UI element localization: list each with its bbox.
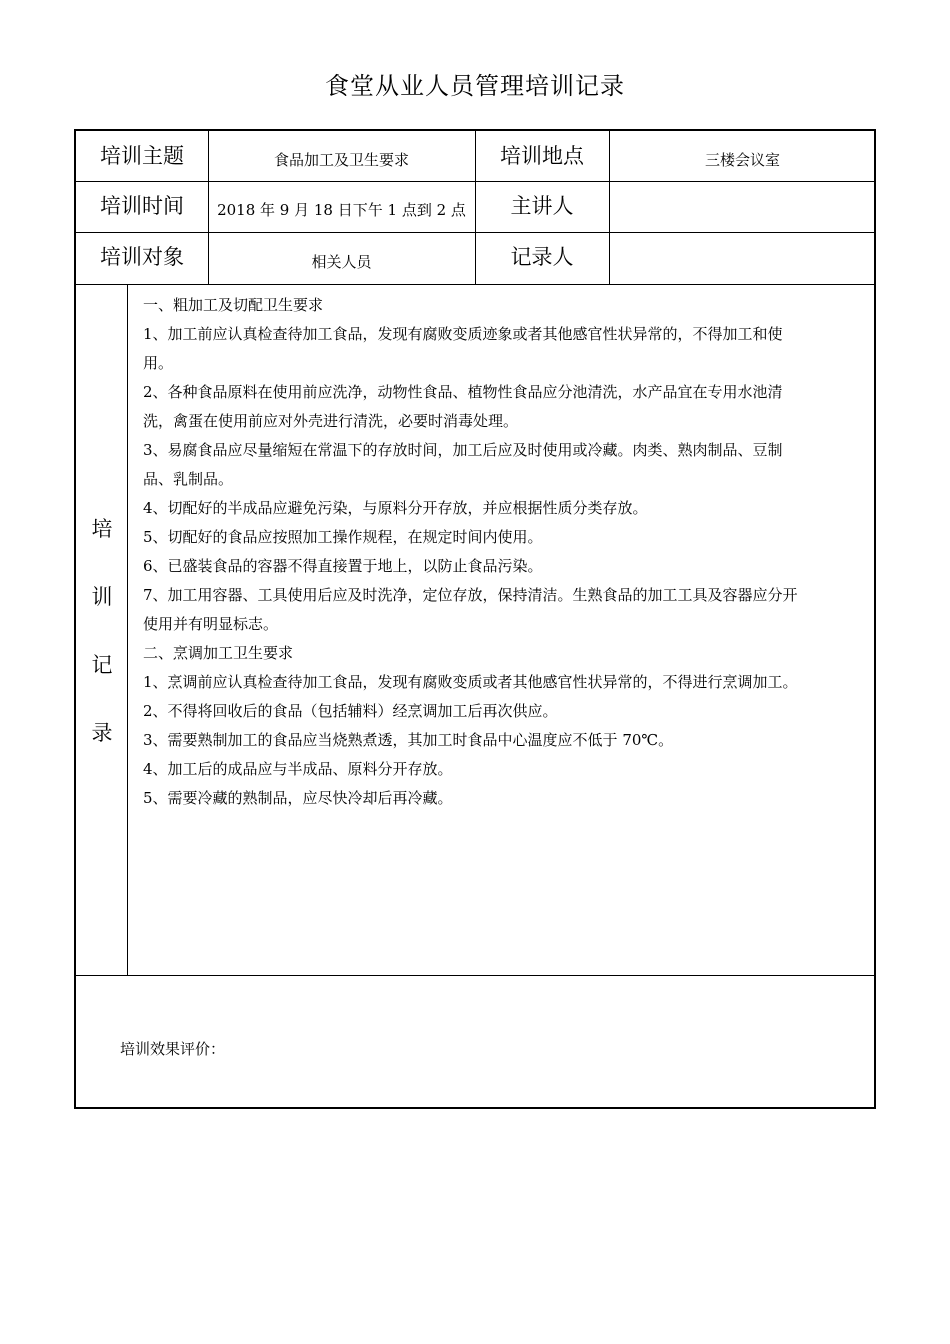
location-value: 三楼会议室 [704, 150, 780, 169]
content-line: 2、不得将回收后的食品（包括辅料）经烹调加工后再次供应。 [143, 702, 558, 720]
content-line: 一、粗加工及切配卫生要求 [143, 296, 324, 314]
content-line: 1、烹调前应认真检查待加工食品，发现有腐败变质或者其他感官性状异常的，不得进行烹调加工。 [143, 673, 798, 691]
audience-value: 相关人员 [311, 252, 372, 271]
content-line: 二、烹调加工卫生要求 [143, 644, 294, 662]
content-line: 5、切配好的食品应按照加工操作规程，在规定时间内使用。 [143, 528, 543, 546]
content-line: 2、各种食品原料在使用前应洗净，动物性食品、植物性食品应分池清洗，水产品宜在专用水池清 [143, 383, 783, 401]
side-label-char: 培 [91, 517, 113, 541]
training-record-side-label [76, 285, 128, 975]
training-record-form [74, 129, 876, 1109]
side-label-char: 录 [91, 721, 113, 745]
topic-label: 培训主题 [100, 143, 184, 168]
training-content [143, 291, 868, 813]
content-line: 6、已盛装食品的容器不得直接置于地上，以防止食品污染。 [143, 557, 543, 575]
speaker-value [609, 181, 876, 232]
row-divider [76, 975, 874, 976]
topic-value: 食品加工及卫生要求 [273, 150, 409, 169]
content-line: 1、加工前应认真检查待加工食品，发现有腐败变质迹象或者其他感官性状异常的，不得加工和使 [143, 325, 783, 343]
row-divider [76, 284, 874, 285]
content-line: 7、加工用容器、工具使用后应及时洗净，定位存放，保持清洁。生熟食品的加工工具及容器应分开 [143, 586, 798, 604]
time-value: 2018 年 9 月 18 日下午 1 点到 2 点 [217, 201, 466, 219]
document-title: 食堂从业人员管理培训记录 [325, 72, 625, 100]
content-line: 品、乳制品。 [143, 470, 234, 488]
content-line: 使用并有明显标志。 [143, 615, 279, 633]
side-label-char: 训 [91, 585, 113, 609]
recorder-label: 记录人 [510, 244, 574, 269]
recorder-value [609, 232, 876, 284]
side-label-char: 记 [91, 653, 113, 677]
audience-label: 培训对象 [100, 244, 184, 269]
location-label: 培训地点 [500, 143, 584, 168]
content-line: 4、加工后的成品应与半成品、原料分开存放。 [143, 760, 453, 778]
content-line: 5、需要冷藏的熟制品，应尽快冷却后再冷藏。 [143, 789, 453, 807]
content-line: 3、易腐食品应尽量缩短在常温下的存放时间，加工后应及时使用或冷藏。肉类、熟肉制品、豆制 [143, 441, 783, 459]
content-line: 3、需要熟制加工的食品应当烧熟煮透，其加工时食品中心温度应不低于 70℃。 [143, 731, 674, 749]
content-line: 洗，禽蛋在使用前应对外壳进行清洗，必要时消毒处理。 [143, 412, 519, 430]
content-line: 用。 [143, 354, 174, 372]
content-line: 4、切配好的半成品应避免污染，与原料分开存放，并应根据性质分类存放。 [143, 499, 648, 517]
time-label: 培训时间 [100, 193, 184, 218]
evaluation-label: 培训效果评价： [120, 1040, 226, 1058]
speaker-label: 主讲人 [510, 193, 574, 218]
